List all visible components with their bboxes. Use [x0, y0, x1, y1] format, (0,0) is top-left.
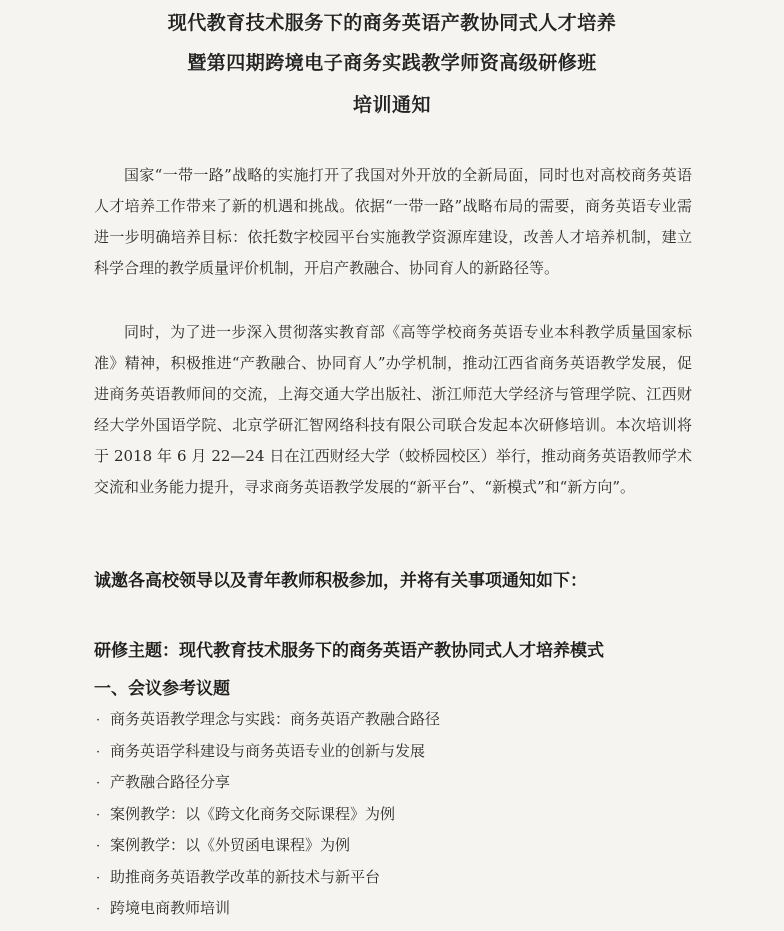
workshop-theme: 研修主题：现代教育技术服务下的商务英语产教协同式人才培养模式: [94, 641, 604, 661]
list-item: [96, 704, 440, 736]
topic-text: 跨境电商教师培训: [110, 899, 231, 917]
topic-text: 商务英语学科建设与商务英语专业的创新与发展: [110, 741, 426, 760]
bullet-icon: ·: [96, 744, 101, 760]
list-item: [96, 830, 440, 862]
intro-paragraph: 国家“一带一路”战略的实施打开了我国对外开放的全新局面，同时也对高校商务英语人才培养工作带来了新的机遇和挑战。依据“一带一路”战略布局的需要，商务英语专业需进一步明确培养目标：依托数字校园平台实施教学资源库建设，改善人才培养机制，建立科学合理的教学质量评价机制，开启产教融合、协同育人的新路径等。: [94, 166, 692, 277]
bullet-icon: ·: [96, 776, 101, 791]
document-title-line-3: 培训通知: [352, 94, 431, 116]
document-title-line-2: 暨第四期跨境电子商务实践教学师资高级研修班: [187, 52, 597, 74]
bullet-icon: ·: [96, 902, 101, 917]
list-item: [96, 893, 440, 925]
list-item: [96, 799, 440, 831]
section-heading-topics: 一、会议参考议题: [94, 679, 230, 699]
topic-text: 案例教学：以《跨文化商务交际课程》为例: [110, 804, 396, 823]
topic-list: [96, 704, 440, 925]
topic-text: 商务英语教学理念与实践：商务英语产教融合路径: [110, 710, 441, 728]
bullet-icon: ·: [96, 807, 101, 823]
invitation-line: 诚邀各高校领导以及青年教师积极参加，并将有关事项通知如下：: [94, 571, 587, 591]
topic-text: 产教融合路径分享: [110, 773, 231, 791]
bullet-icon: ·: [96, 713, 101, 728]
list-item: [96, 736, 440, 768]
list-item: [96, 767, 440, 799]
bullet-icon: ·: [96, 839, 101, 854]
topic-text: 案例教学：以《外贸函电课程》为例: [110, 836, 351, 854]
topic-text: 助推商务英语教学改革的新技术与新平台: [110, 867, 381, 886]
document-title-line-1: 现代教育技术服务下的商务英语产教协同式人才培养: [167, 12, 617, 34]
list-item: [96, 862, 440, 894]
background-paragraph: 同时，为了进一步深入贯彻落实教育部《高等学校商务英语专业本科教学质量国家标准》精神，积极推进“产教融合、协同育人”办学机制，推动江西省商务英语教学发展，促进商务英语教师间的交流，上海交通大学出版社、浙江师范大学经济与管理学院、江西财经大学外国语学院、北京学研汇智网络科技有限公司联合发起本次研修培训。本次培训将于 2018 年 6 月 22—24 日在江西财经大学（蛟桥园校区）举行，推动商务英语教师学术交流和业务能力提升，寻求商务英语教学发展的“新平台”、“新模式”和“新方向”。: [94, 323, 692, 496]
bullet-icon: ·: [96, 870, 101, 886]
